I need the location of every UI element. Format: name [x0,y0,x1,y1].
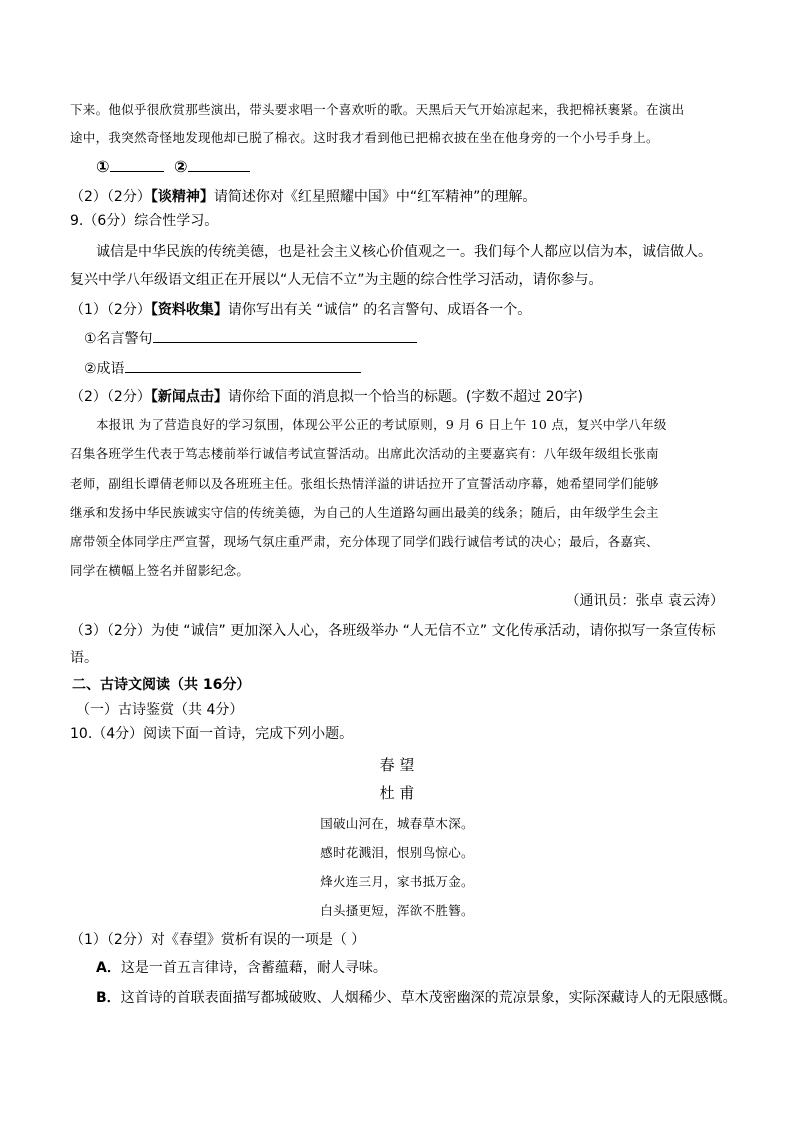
idiom-answer-blank[interactable] [125,358,361,373]
option-a[interactable] [96,958,387,978]
option-a-label: A． [96,960,121,976]
question-9-header: 9.（6分）综合性学习。 [70,213,219,229]
idiom-row [84,358,361,379]
news-line: 本报讯 为了营造良好的学习氛围，体现公平公正的考试原则，9 月 6 日上午 10 点，复兴中学八年级 [96,417,667,432]
poem-line: 烽火连三月，家书抵万金。 [320,874,474,889]
question-tag: 【新闻点击】 [150,389,228,405]
question-tag: 【资料收集】 [150,302,228,318]
answer-blank-2[interactable] [188,157,250,172]
blank-label-2: ② [174,157,188,176]
motto-row [84,328,417,349]
question-9-3: （3）（2分）为使 “诚信” 更加深入人心，各班级举办 “人无信不立” 文化传承活动，请你拟写一条宣传标 [70,623,716,639]
question-text: 请你给下面的消息拟一个恰当的标题。(字数不超过 20字) [227,389,584,405]
question-9-3-cont: 语。 [70,650,98,666]
blank-label-1: ① [96,157,110,176]
question-prefix: （2）（2分） [70,189,151,205]
news-line: 老师，副组长谭倩老师以及各班班主任。张组长热情洋溢的讲话拉开了宣誓活动序幕，她希望同学们能够 [70,476,659,491]
poem-title: 春 望 [379,756,415,774]
news-line: 同学在横幅上签名并留影纪念。 [70,563,250,578]
option-a-text: 这是一首五言律诗，含蓄蕴藉，耐人寻味。 [120,960,387,976]
question-9-2 [70,387,583,407]
question-text: 请简述你对《红星照耀中国》中“红军精神”的理解。 [213,189,537,205]
option-b-text: 这首诗的首联表面描写都城破败、人烟稀少、草木茂密幽深的荒凉景象，实际深藏诗人的无限感慨。 [120,990,737,1006]
news-line: 席带领全体同学庄严宣誓，现场气氛庄重严肃，充分体现了同学们践行诚信考试的决心；最后，各嘉宾、 [70,534,659,549]
question-prefix: （2）（2分） [70,389,151,405]
poem-line: 感时花溅泪，恨别鸟惊心。 [320,845,474,860]
answer-blanks [96,157,250,178]
answer-blank-1[interactable] [110,157,164,172]
story-line: 下来。他似乎很欣赏那些演出，带头要求唱一个喜欢听的歌。天黑后天气开始凉起来，我把棉袄裹紧。在演出 [70,102,685,117]
story-line: 途中，我突然奇怪地发现他却已脱了棉衣。这时我才看到他已把棉衣披在坐在他身旁的一个小号手身上。 [70,130,659,145]
question-10-1-stem: （1）（2分）对《春望》赏析有误的一项是（ ） [70,932,366,948]
option-b-label: B． [96,990,121,1006]
poem-author: 杜 甫 [379,784,415,802]
news-reporter: （通讯员：张卓 袁云涛） [565,593,724,609]
question-text: 请你写出有关 “诚信” 的名言警句、成语各一个。 [227,302,532,318]
news-line: 继承和发扬中华民族诚实守信的传统美德，为自己的人生道路勾画出最美的线条；随后，由年级学生会主 [70,505,659,520]
motto-answer-blank[interactable] [153,328,417,343]
section-part-title: （一）古诗鉴赏（共 4分） [76,702,244,718]
question-8-2 [70,187,536,207]
option-b[interactable] [96,988,737,1008]
question-9-1 [70,300,531,320]
poem-line: 国破山河在，城春草木深。 [320,816,474,831]
question-tag: 【谈精神】 [150,189,214,205]
section-title: 二、古诗文阅读（共 16分） [72,677,251,693]
question-prefix: （1）（2分） [70,302,151,318]
question-9-intro: 复兴中学八年级语文组正在开展以“人无信不立”为主题的综合性学习活动，请你参与。 [70,272,603,288]
question-9-intro: 诚信是中华民族的传统美德，也是社会主义核心价值观之一。我们每个人都应以信为本，诚信做人。 [96,244,712,260]
poem-line: 白头搔更短，浑欲不胜簪。 [320,903,474,918]
news-line: 召集各班学生代表于笃志楼前举行诚信考试宣誓活动。出席此次活动的主要嘉宾有：八年级年级组长张南 [70,446,659,461]
question-10-header: 10.（4分）阅读下面一首诗，完成下列小题。 [70,726,354,742]
motto-label: ①名言警句 [84,331,153,347]
idiom-label: ②成语 [84,361,125,377]
